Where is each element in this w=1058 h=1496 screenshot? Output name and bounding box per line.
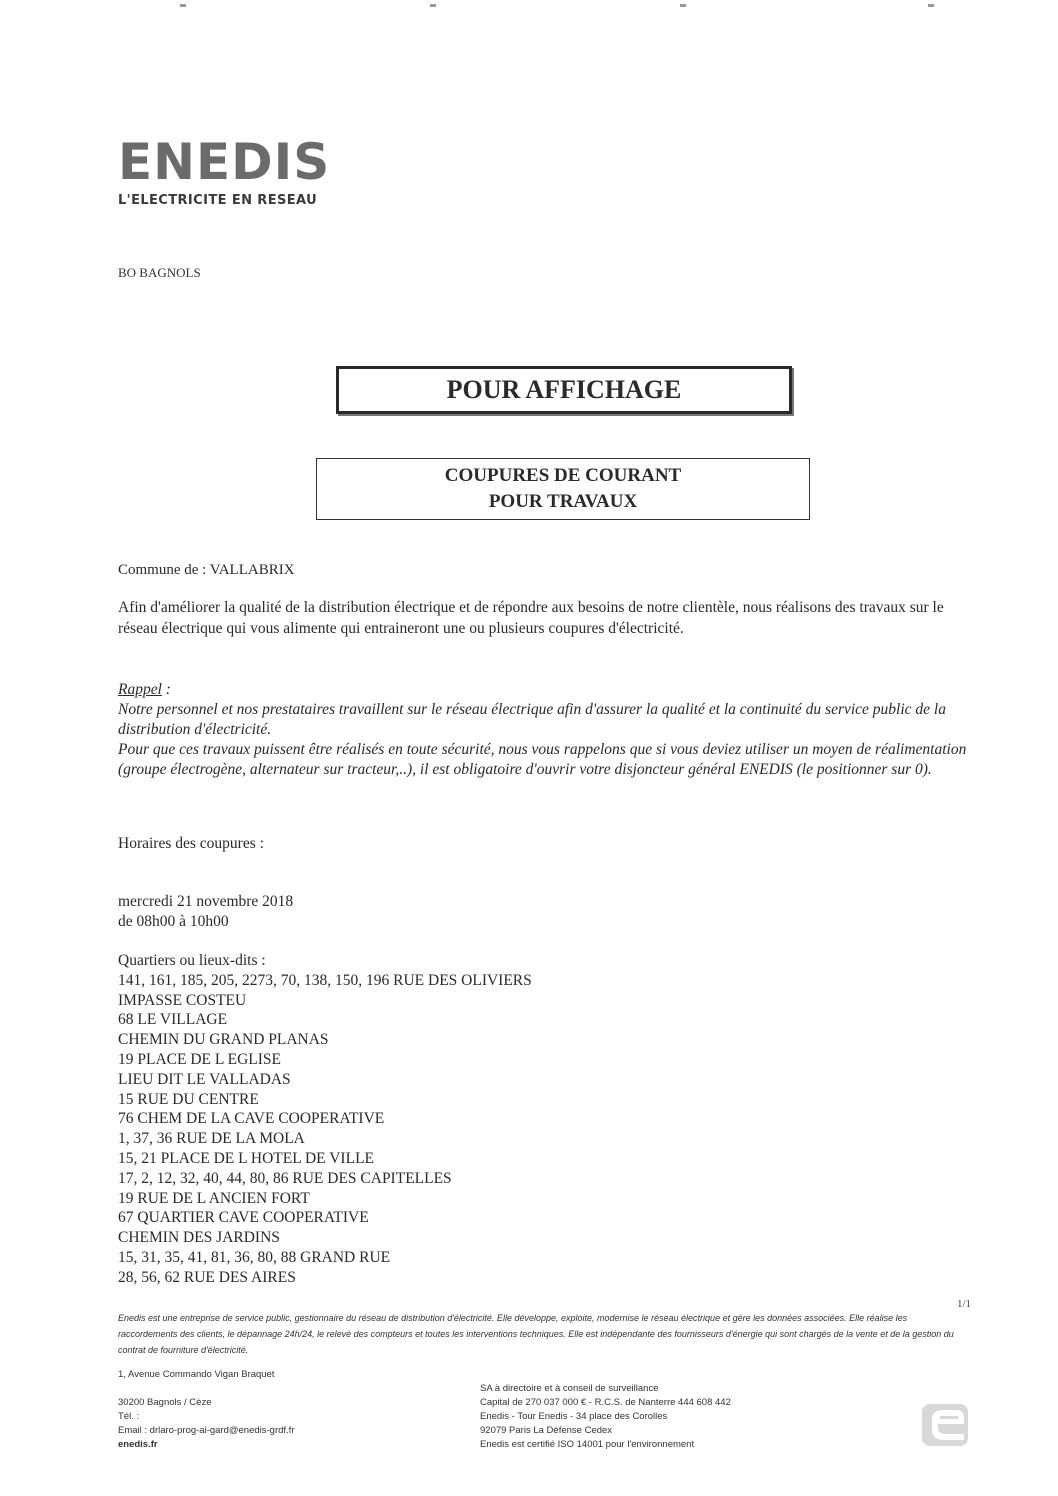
places-section: [118, 951, 532, 1288]
office-name: BO BAGNOLS: [118, 265, 201, 280]
commune-line: Commune de : VALLABRIX: [118, 562, 295, 578]
notice-title-box: [336, 366, 792, 414]
notice-subtitle-line1: COUPURES DE COURANT: [444, 465, 682, 486]
place-item: LIEU DIT LE VALLADAS: [118, 1070, 291, 1088]
places-list: [118, 971, 532, 1288]
corporate-info: [480, 1382, 731, 1452]
notice-subtitle-line2: POUR TRAVAUX: [488, 491, 638, 512]
logo-tagline: L'ELECTRICITE EN RESEAU: [118, 193, 318, 208]
places-title: Quartiers ou lieux-dits :: [118, 952, 266, 969]
corp-line: Capital de 270 037 000 € - R.C.S. de Nanterre 444 608 442: [480, 1397, 731, 1408]
place-item: 1, 37, 36 RUE DE LA MOLA: [118, 1130, 305, 1148]
rappel-title: Rappel: [118, 681, 162, 698]
notice-subtitle-box: [316, 458, 810, 520]
outage-date: mercredi 21 novembre 2018: [118, 893, 294, 910]
address-line1: 1, Avenue Commando Vigan Braquet: [118, 1369, 275, 1380]
place-item: CHEMIN DES JARDINS: [118, 1229, 280, 1247]
rappel-heading: [118, 680, 978, 700]
place-item: 19 RUE DE L ANCIEN FORT: [118, 1189, 310, 1207]
enedis-logo: [118, 135, 358, 208]
place-item: 141, 161, 185, 205, 2273, 70, 138, 150, 196 RUE DES OLIVIERS: [118, 971, 532, 989]
place-item: 19 PLACE DE L EGLISE: [118, 1050, 282, 1068]
corp-line: 92079 Paris La Défense Cedex: [480, 1425, 613, 1436]
footer-address: [118, 1368, 295, 1452]
rappel-colon: :: [161, 681, 171, 698]
rappel-section: [118, 680, 978, 780]
place-item: 15 RUE DU CENTRE: [118, 1090, 259, 1108]
corp-line: Enedis est certifié ISO 14001 pour l'environnement: [480, 1439, 695, 1450]
place-item: CHEMIN DU GRAND PLANAS: [118, 1031, 329, 1049]
address-tel: Tél. :: [118, 1411, 140, 1422]
scan-mark: [180, 4, 186, 7]
rappel-paragraph-1: Notre personnel et nos prestataires travaillent sur le réseau électrique afin d'assurer la qualité et la continuité du service public de la distribution d'électricité.: [118, 701, 946, 738]
place-item: 15, 31, 35, 41, 81, 36, 80, 88 GRAND RUE: [118, 1248, 391, 1266]
place-item: 76 CHEM DE LA CAVE COOPERATIVE: [118, 1110, 385, 1128]
outage-schedule: [118, 892, 293, 932]
outage-time: de 08h00 à 10h00: [118, 913, 229, 930]
place-item: 68 LE VILLAGE: [118, 1011, 228, 1029]
place-item: 67 QUARTIER CAVE COOPERATIVE: [118, 1209, 369, 1227]
scan-mark: [928, 4, 934, 7]
website-link: enedis.fr: [118, 1439, 158, 1450]
logo-wordmark: ENEDIS: [118, 133, 331, 191]
place-item: 17, 2, 12, 32, 40, 44, 80, 86 RUE DES CAPITELLES: [118, 1169, 452, 1187]
scan-mark: [680, 4, 686, 7]
horaires-label: Horaires des coupures :: [118, 835, 264, 852]
notice-title: POUR AFFICHAGE: [446, 375, 682, 404]
enedis-e-icon: [920, 1398, 976, 1450]
place-item: IMPASSE COSTEU: [118, 991, 247, 1009]
place-item: 15, 21 PLACE DE L HOTEL DE VILLE: [118, 1149, 374, 1167]
intro-paragraph: Afin d'améliorer la qualité de la distribution électrique et de répondre aux besoins de notre clientèle, nous réalisons des travaux sur le réseau électrique qui vous alimente qui entraineront une ou plusieurs coupures d'électricité.: [118, 599, 944, 637]
address-email: Email : drlaro-prog-ai-gard@enedis-grdf.fr: [118, 1425, 295, 1436]
rappel-paragraph-2: Pour que ces travaux puissent être réalisés en toute sécurité, nous vous rappelons que si vous deviez utiliser un moyen de réalimentation (groupe électrogène, alternateur sur tracteur,..), il est obligatoire d'ouvrir votre disjoncteur général ENEDIS (le positionner sur 0).: [118, 741, 967, 778]
corp-line: Enedis - Tour Enedis - 34 place des Corolles: [480, 1411, 668, 1422]
page-number: 1/1: [957, 1298, 972, 1310]
place-item: 28, 56, 62 RUE DES AIRES: [118, 1268, 296, 1286]
corp-line: SA à directoire et à conseil de surveillance: [480, 1383, 659, 1394]
address-line2: 30200 Bagnols / Cèze: [118, 1397, 212, 1408]
scan-mark: [430, 4, 436, 7]
footer-note: Enedis est une entreprise de service public, gestionnaire du réseau de distribution d'électricité. Elle développe, exploite, modernise le réseau électrique et gère les données associées. Elle réalise les raccordements des clients, le dépannage 24h/24, le relevé des compteurs et toutes les interventions techniques. Elle est indépendante des fournisseurs d'énergie qui sont chargés de la vente et de la gestion du contrat de fourniture d'électricité.: [118, 1313, 954, 1355]
